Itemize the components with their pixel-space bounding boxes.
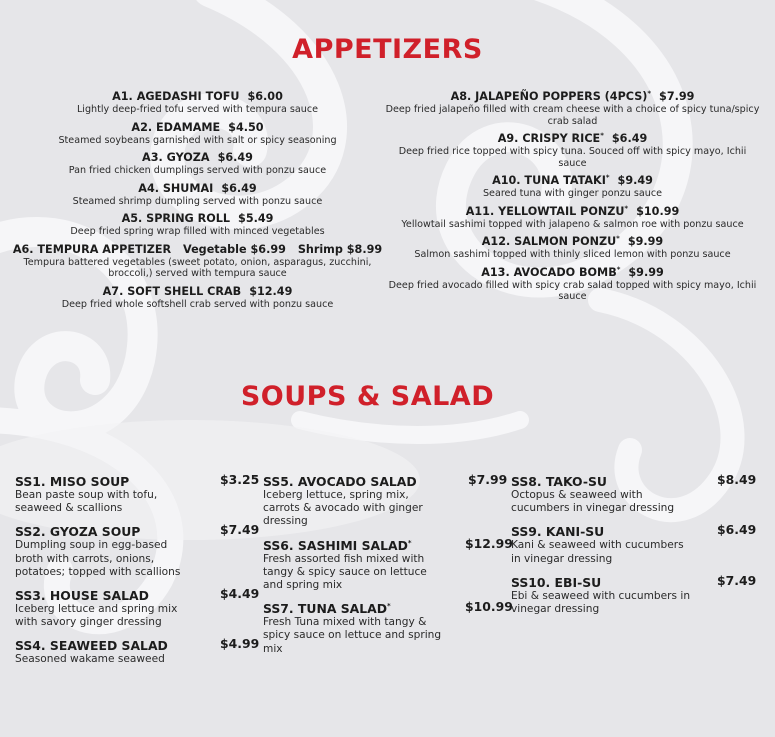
item-description: Seared tuna with ginger ponzu sauce — [482, 188, 663, 199]
item-name: A5. SPRING ROLL — [121, 212, 231, 225]
item-name: SS10. EBI-SU — [511, 574, 602, 590]
item-description: Fresh Tuna mixed with tangy & spicy sauce on lettuce and spring mix — [263, 616, 442, 655]
item-price: $6.00 — [247, 90, 283, 103]
item-description: Iceberg lettuce and spring mix with savory ginger dressing — [15, 603, 178, 629]
item-name: A6. TEMPURA APPETIZER — [12, 242, 172, 256]
soups-column-2 — [263, 472, 513, 665]
menu-item-a8 — [385, 90, 760, 127]
item-name: A8. JALAPEÑO POPPERS (4PCS) — [450, 90, 648, 103]
menu-item-ss9 — [511, 522, 757, 565]
menu-item-ss5 — [263, 472, 508, 529]
item-price: $4.49 — [220, 586, 260, 602]
raw-mark: * — [624, 203, 629, 212]
vegetable-price: $6.99 — [250, 242, 286, 256]
item-price: $10.99 — [465, 599, 513, 615]
menu-item-a6 — [10, 243, 385, 280]
item-description: Seasoned wakame seaweed — [15, 653, 165, 666]
item-description: Deep fried spring wrap filled with minced vegetables — [70, 226, 325, 237]
item-description: Salmon sashimi topped with thinly sliced lemon with ponzu sauce — [414, 249, 731, 260]
item-name: SS3. HOUSE SALAD — [15, 588, 149, 604]
appetizers-left-column — [10, 90, 385, 315]
item-description: Dumpling soup in egg-based broth with carrots, onions, potatoes; topped with scallions — [15, 539, 181, 578]
item-price: $12.99 — [465, 535, 513, 551]
item-price: $4.50 — [228, 120, 264, 134]
item-description: Pan fried chicken dumplings served with ponzu sauce — [68, 165, 327, 176]
raw-mark: * — [605, 173, 610, 182]
raw-mark: * — [616, 234, 620, 243]
menu-item-a13 — [385, 266, 760, 303]
item-name: SS5. AVOCADO SALAD — [263, 474, 417, 489]
vegetable-label: Vegetable — [183, 242, 247, 256]
item-price: $7.49 — [717, 572, 757, 588]
item-description: Fresh assorted fish mixed with tangy & spicy sauce on lettuce and spring mix — [263, 552, 427, 592]
item-price: $7.49 — [220, 522, 260, 538]
item-name: A11. YELLOWTAIL PONZU — [465, 204, 625, 218]
menu-item-ss3 — [15, 586, 260, 629]
item-name: SS6. SASHIMI SALAD — [263, 537, 408, 553]
item-price: $12.49 — [249, 284, 293, 298]
raw-mark: * — [387, 602, 391, 611]
item-price: $6.49 — [717, 522, 757, 538]
item-description: Octopus & seaweed with cucumbers in vinegar dressing — [511, 489, 675, 515]
item-price: $10.99 — [636, 204, 680, 218]
soups-column-3 — [511, 472, 757, 625]
item-description: Deep fried whole softshell crab served with ponzu sauce — [61, 298, 334, 310]
menu-item-ss1 — [15, 472, 260, 515]
shrimp-label: Shrimp — [297, 242, 343, 256]
item-description: Yellowtail sashimi topped with jalapeno & salmon roe with ponzu sauce — [401, 218, 744, 230]
item-price: $6.49 — [221, 181, 257, 195]
item-price: $4.99 — [220, 636, 260, 652]
menu-item-ss4 — [15, 636, 260, 666]
item-price: $9.99 — [628, 265, 664, 279]
item-name: A13. AVOCADO BOMB — [481, 265, 617, 279]
item-price: $9.49 — [617, 174, 653, 187]
menu-item-a7 — [10, 285, 385, 311]
shrimp-price: $8.99 — [346, 242, 383, 256]
item-price: $7.99 — [659, 90, 695, 103]
item-name: A9. CRISPY RICE — [497, 132, 601, 145]
item-name: A10. TUNA TATAKI — [492, 174, 606, 187]
item-name: A2. EDAMAME — [131, 120, 221, 134]
menu-item-a5 — [10, 212, 385, 238]
menu-item-a3 — [10, 151, 385, 177]
raw-mark: * — [407, 538, 412, 547]
menu-item-a1 — [10, 90, 385, 116]
item-name: A4. SHUMAI — [138, 181, 214, 195]
item-description: Bean paste soup with tofu, seaweed & scallions — [15, 489, 158, 515]
item-price: $7.99 — [468, 472, 508, 487]
soups-salad-title: SOUPS & SALAD — [240, 381, 495, 412]
item-name: SS4. SEAWEED SALAD — [15, 638, 168, 654]
item-price: $3.25 — [220, 472, 260, 487]
item-description: Deep fried avocado filled with spicy crab salad topped with spicy mayo, Ichii sauce — [388, 279, 757, 302]
item-price: $8.49 — [717, 472, 757, 487]
raw-mark: * — [647, 89, 652, 98]
menu-item-a12 — [385, 235, 760, 261]
item-description: Deep fried jalapeño filled with cream cheese with a choice of spicy tuna/spicy crab salad — [385, 104, 760, 127]
menu-item-ss2 — [15, 522, 260, 579]
item-name: SS7. TUNA SALAD — [263, 601, 388, 617]
menu-item-a9 — [385, 132, 760, 169]
menu-item-ss8 — [511, 472, 757, 515]
item-name: SS1. MISO SOUP — [15, 474, 130, 489]
item-description: Steamed shrimp dumpling served with ponzu sauce — [72, 195, 323, 207]
menu-item-ss10 — [511, 572, 757, 616]
item-name: SS9. KANI-SU — [511, 524, 605, 540]
menu-item-a11 — [385, 205, 760, 231]
item-description: Steamed soybeans garnished with salt or spicy seasoning — [58, 134, 337, 146]
item-price: $6.49 — [217, 151, 253, 164]
menu-item-a2 — [10, 121, 385, 147]
menu-item-a10 — [385, 174, 760, 200]
menu-item-ss7 — [263, 599, 513, 656]
item-description: Kani & seaweed with cucumbers in vinegar dressing — [511, 539, 684, 565]
item-price: $5.49 — [238, 212, 274, 225]
raw-mark: * — [600, 131, 604, 140]
item-price: $9.99 — [627, 235, 664, 248]
item-description: Deep fried rice topped with spicy tuna. Souced off with spicy mayo, Ichii sauce — [398, 146, 747, 169]
soups-column-1 — [15, 472, 260, 676]
item-name: A1. AGEDASHI TOFU — [112, 90, 240, 103]
raw-mark: * — [616, 264, 621, 273]
item-description: Iceberg lettuce, spring mix, carrots & avocado with ginger dressing — [263, 489, 423, 528]
appetizers-title: APPETIZERS — [292, 34, 483, 65]
item-price: $6.49 — [611, 132, 648, 145]
item-name: A12. SALMON PONZU — [481, 235, 617, 248]
item-name: SS2. GYOZA SOUP — [15, 524, 141, 540]
item-name: A7. SOFT SHELL CRAB — [102, 284, 242, 298]
item-description: Tempura battered vegetables (sweet potato, onion, asparagus, zucchini, broccoli,) served with tempura sauce — [23, 256, 372, 279]
menu-item-ss6 — [263, 535, 513, 593]
item-description: Ebi & seaweed with cucumbers in vinegar dressing — [511, 589, 691, 616]
appetizers-right-column — [385, 90, 760, 308]
menu-item-a4 — [10, 182, 385, 208]
item-name: SS8. TAKO-SU — [511, 474, 607, 489]
item-name: A3. GYOZA — [142, 151, 210, 164]
item-description: Lightly deep-fried tofu served with tempura sauce — [76, 104, 319, 115]
